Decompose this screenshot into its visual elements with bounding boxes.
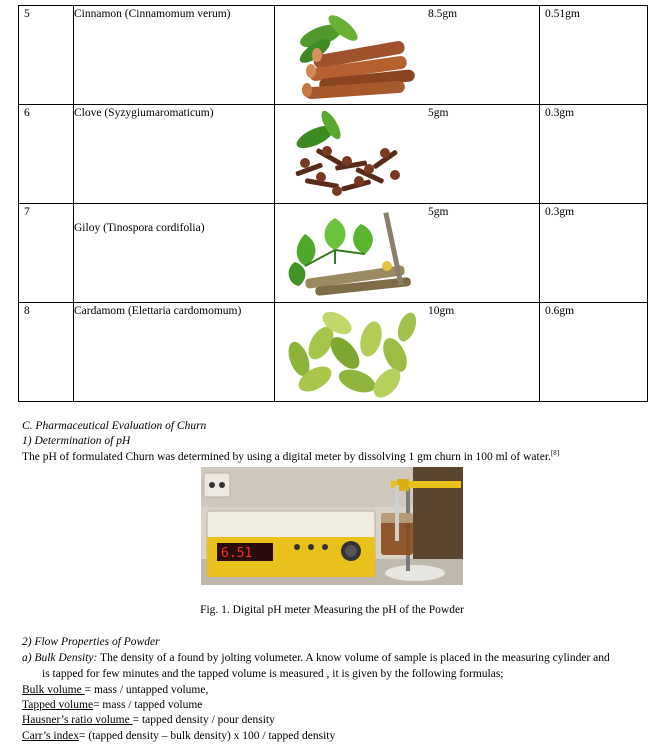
quantity-cell: 10gm [423,303,540,402]
herb-name-cell: Giloy (Tinospora cordifolia) [74,204,275,303]
amount-cell: 0.6gm [540,303,648,402]
amount-cell: 0.3gm [540,105,648,204]
amount-cell: 0.3gm [540,204,648,303]
herb-image-cell [275,105,423,204]
herb-image-cell [275,204,423,303]
formula-text: = tapped density / pour density [132,714,275,726]
formula-label: Carr’s index [22,730,79,742]
table-row [19,105,648,204]
herb-image-cell [275,6,423,105]
row-number-cell: 5 [19,6,74,105]
herb-name-cell: Cinnamon (Cinnamomum verum) [74,6,275,105]
row-number-cell: 8 [19,303,74,402]
giloy-image [275,204,423,302]
subsection-heading-ph: 1) Determination of pH [22,435,131,447]
formula-text: = (tapped density – bulk density) x 100 / tapped density [78,730,336,742]
amount-cell: 0.51gm [540,6,648,105]
ph-meter-photo [201,467,463,585]
row-number-cell: 7 [19,204,74,303]
bulk-density-text: The density of a found by jolting volumeter. A know volume of sample is placed in the measuring cylinder and [97,652,610,664]
formula-carrs-index [22,729,335,743]
ph-paragraph [22,450,559,464]
formula-text: = mass / tapped volume [93,699,203,711]
table-row [19,204,648,303]
herb-name-cell: Clove (Syzygiumaromaticum) [74,105,275,204]
bulk-density-line [22,651,610,665]
quantity-cell: 5gm [423,105,540,204]
figure-caption: Fig. 1. Digital pH meter Measuring the pH of the Powder [200,604,464,616]
bulk-density-label: a) Bulk Density: [22,652,98,664]
row-number-cell: 6 [19,105,74,204]
table-row [19,303,648,402]
citation-ref: [8] [550,449,560,458]
quantity-cell: 8.5gm [423,6,540,105]
formula-label: Hausner’s ratio volume [22,714,133,726]
formula-bulk-volume [22,683,208,697]
cinnamon-image [275,6,423,104]
formula-label: Bulk volume [22,684,85,696]
bulk-density-line2: is tapped for few minutes and the tapped volume is measured , it is given by the following formulas; [42,668,504,680]
ph-paragraph-text: The pH of formulated Churn was determined by using a digital meter by dissolving 1 gm churn in 100 ml of water. [22,451,551,463]
clove-image [275,105,423,203]
ingredients-table [18,5,648,402]
subsection-heading-flow: 2) Flow Properties of Powder [22,636,160,648]
cardamom-image [275,303,423,401]
herb-name-cell: Cardamom (Elettaria cardomomum) [74,303,275,402]
formula-hausner-ratio [22,713,275,727]
formula-label: Tapped volume [22,699,94,711]
formula-text: = mass / untapped volume, [84,684,209,696]
herb-image-cell [275,303,423,402]
table-row [19,6,648,105]
section-heading: C. Pharmaceutical Evaluation of Churn [22,420,207,432]
quantity-cell: 5gm [423,204,540,303]
meter-display-value: 6.51 [221,546,253,561]
formula-tapped-volume [22,698,202,712]
